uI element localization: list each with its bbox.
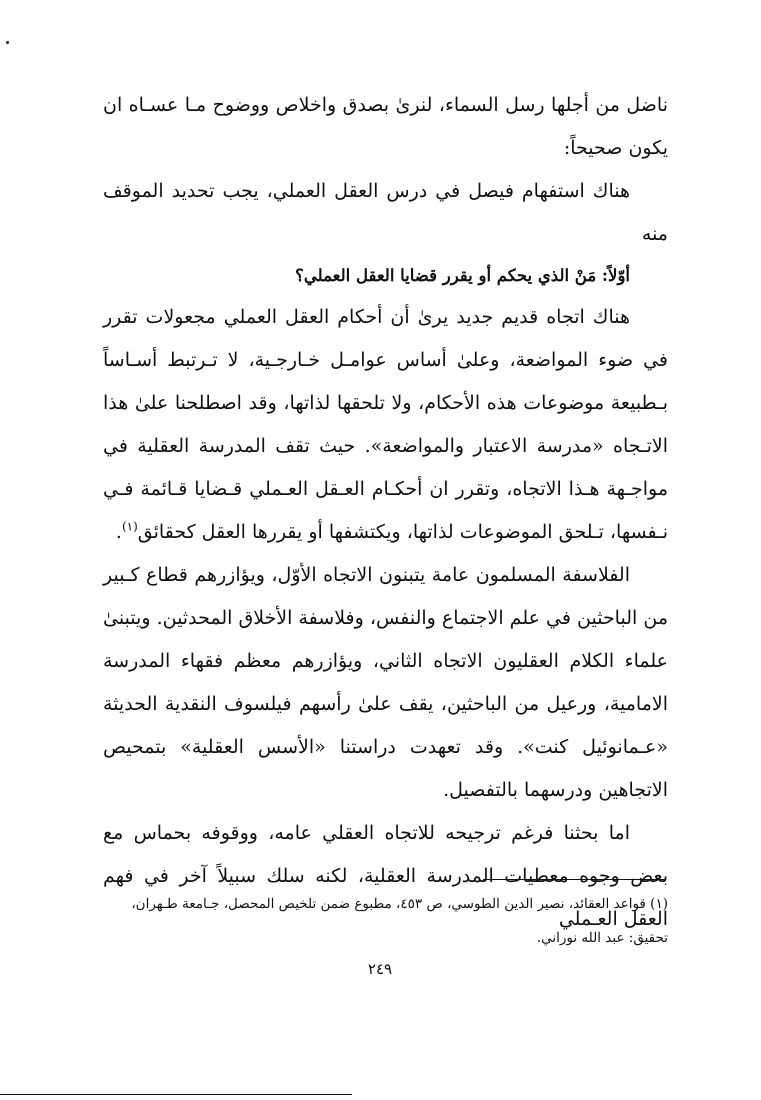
paragraph-continuation: ناضل من أجلها رسل السماء، لنرىٰ بصدق واخلاص ووضوح مـا عسـاه ان يكون صحيحاً: — [103, 94, 668, 159]
paragraph-two-trends — [103, 296, 668, 554]
paragraph-two-trends-tail: . — [115, 521, 122, 543]
scan-speck — [6, 41, 9, 44]
footnote-separator — [483, 879, 665, 880]
footnote-reference: (١) — [121, 519, 138, 534]
paragraph-philosophers: الفلاسفة المسلمون عامة يتبنون الاتجاه الأوّل، ويؤازرهم قطاع كـبير من الباحثين في علم الاجتماع والنفس، وفلاسفة الأخلاق المحدثين. ويتبنىٰ علماء الكلام العقليون الاتجاه الثاني، ويؤازرهم معظم فقهاء المدرسة الامامية، ورعيل من الباحثين، يقف علىٰ رأسهم فيلسوف النقدية الحديثة «عـمانوئيل كنت». وقد تعهدت دراستنا «الأسس العقلية» بتمحيص الاتجاهين ودرسهما بالتفصيل. — [103, 564, 668, 801]
footnote-block — [103, 887, 668, 955]
paragraph-question-intro: هناك استفهام فيصل في درس العقل العملي، يجب تحديد الموقف منه — [103, 180, 668, 245]
section-heading: أوّلاً: مَنْ الذي يحكم أو يقرر قضايا العقل العملي؟ — [295, 266, 630, 285]
paragraph-our-research: اما بحثنا فرغم ترجيحه للاتجاه العقلي عامه، ووقوفه بحماس مع بعض وجوه معطيات المدرسة العقلية، لكنه سلك سبيلاً آخر في فهم العقل العـملي — [103, 822, 668, 930]
footnote-line: (١) قواعد العقائد، نصير الدين الطوسي، ص ٤٥٣، مطبوع ضمن تلخيص المحصل، جـامعة طـهران، — [131, 896, 668, 912]
footnote-line: تحقيق: عبد الله نوراني. — [536, 930, 668, 946]
paragraph-two-trends-text: هناك اتجاه قديم جديد يرىٰ أن أحكام العقل العملي مجعولات تقرر في ضوء المواضعة، وعلىٰ أساس عوامـل خـارجـية، لا تـرتبط أسـاساً بـطبيعة موضوعات هذه الأحكام، ولا تلحقها لذاتها، وقد اصطلحنا علىٰ هذا الاتـجاه «مدرسة الاعتبار والمواضعة». حيث تقف المدرسة العقلية في مواجـهة هـذا الاتجاه، وتقرر ان أحكـام العـقل العـملي قـضايا قـائمة فـي نـفسها، تـلحق الموضوعات لذاتها، ويكتشفها أو يقررها العقل كحقائق — [103, 306, 668, 543]
bottom-edge-line — [0, 1094, 352, 1095]
page-number: ٢٤٩ — [367, 960, 393, 978]
main-text-block — [103, 84, 668, 941]
